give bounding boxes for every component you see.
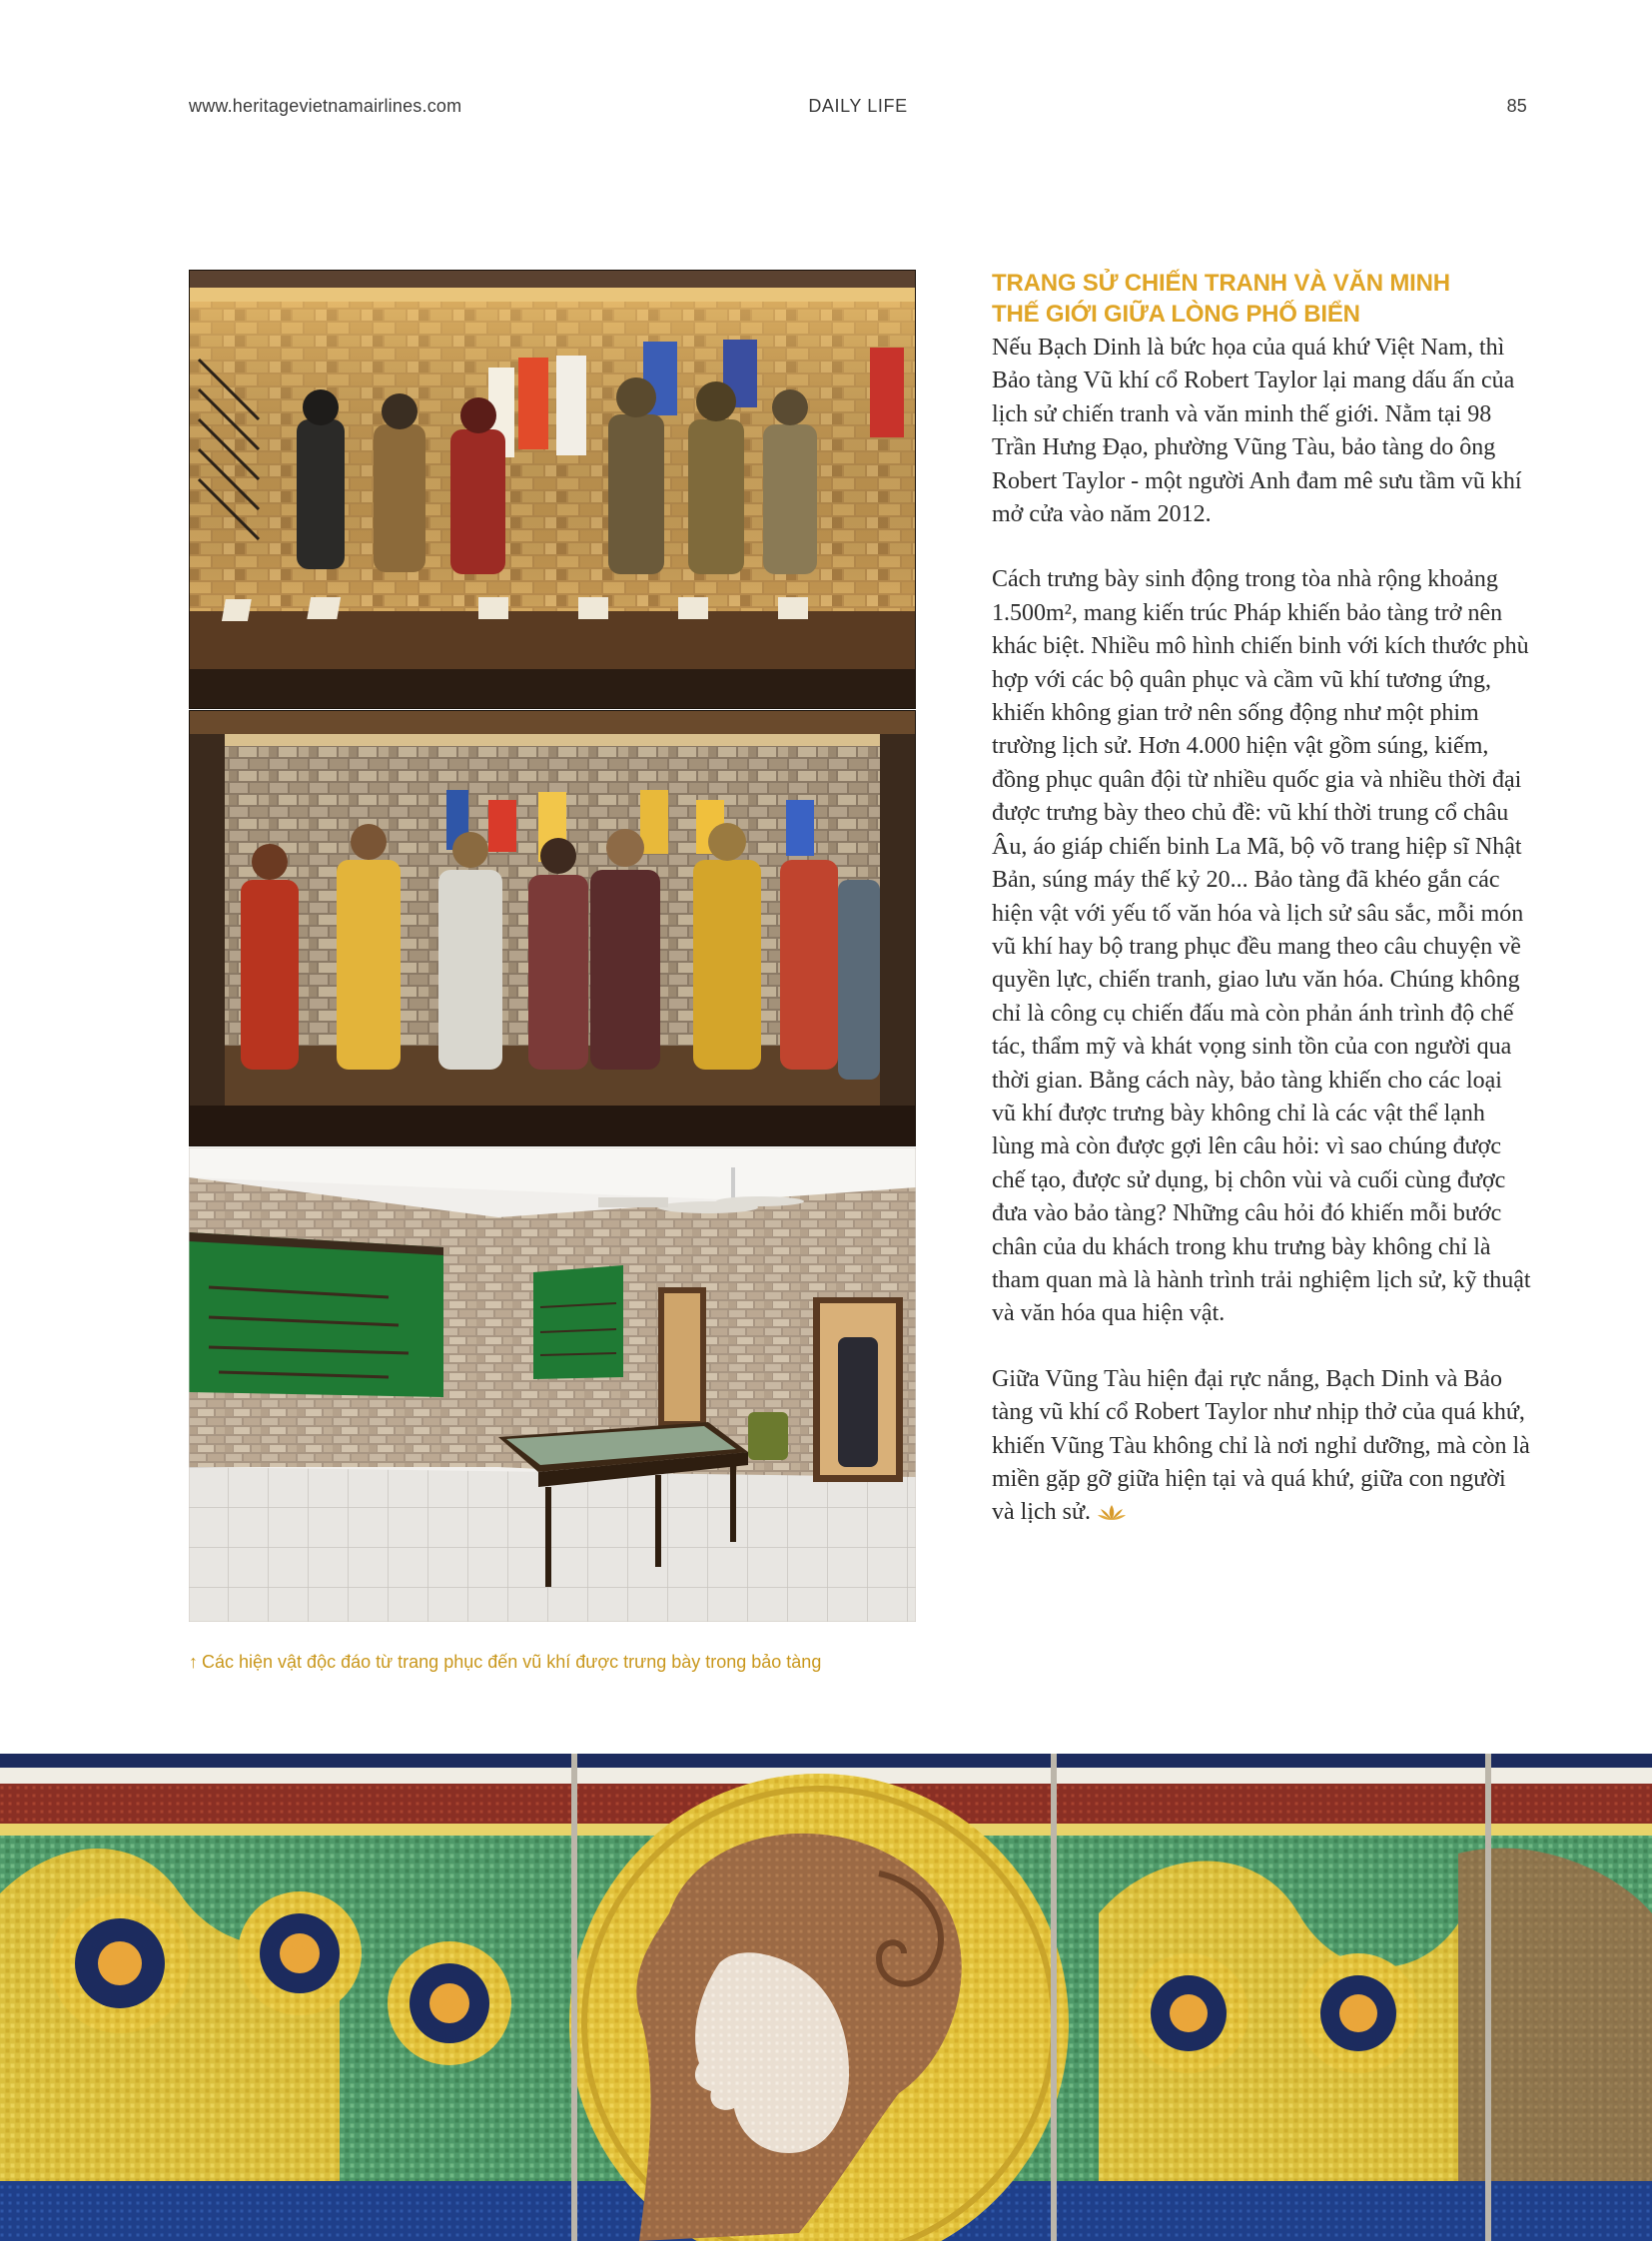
mosaic-frieze-photo — [0, 1714, 1652, 2241]
paragraph-1: Nếu Bạch Dinh là bức họa của quá khứ Việt Nam, thì Bảo tàng Vũ khí cổ Robert Taylor lại mang dấu ấn của lịch sử chiến tranh và văn minh thế giới. Nằm tại 98 Trần Hưng Đạo, phường Vũng Tàu, bảo tàng do ông Robert Taylor - một người Anh đam mê sưu tầm vũ khí mở cửa vào năm 2012. — [992, 335, 1522, 528]
paragraph-3-wrapper — [992, 1363, 1531, 1534]
paragraph-2: Cách trưng bày sinh động trong tòa nhà rộng khoảng 1.500m², mang kiến trúc Pháp khiến bảo tàng trở nên khác biệt. Nhiều mô hình chiến binh với kích thước phù hợp với các bộ quân phục và cầm vũ khí tương ứng, khiến không gian trở nên sống động như một phim trường lịch sử. Hơn 4.000 hiện vật gồm súng, kiếm, đồng phục quân đội từ nhiều quốc gia và nhiều thời đại được trưng bày theo chủ đề: vũ khí thời trung cổ châu Âu, áo giáp chiến binh La Mã, bộ võ trang hiệp sĩ Nhật Bản, súng máy thế kỷ 20... Bảo tàng đã khéo gắn các hiện vật với yếu tố văn hóa và lịch sử sâu sắc, mỗi món vũ khí hay bộ trang phục đều mang theo câu chuyện về quyền lực, chiến tranh, giao lưu văn hóa. Chúng không chỉ là công cụ chiến đấu mà còn phản ánh trình độ chế tác, thẩm mỹ và khát vọng sinh tồn của con người qua thời gian. Bằng cách này, bảo tàng khiến cho các loại vũ khí được trưng bày không chỉ là các vật thể lạnh lùng mà còn được gợi lên câu hỏi: vì sao chúng được chế tạo, được sử dụng, bị chôn vùi và cuối cùng được đưa vào bảo tàng? Những câu hỏi đó khiến mỗi bước chân của du khách trong khu trưng bày không chỉ là tham quan mà là hành trình trải nghiệm lịch sử, kỹ thuật và văn hóa qua hiện vật. — [992, 566, 1531, 1327]
heading-line-2: THẾ GIỚI GIỮA LÒNG PHỐ BIỂN — [992, 301, 1360, 328]
article-heading — [992, 268, 1531, 330]
running-header — [189, 96, 1527, 120]
lotus-icon — [1097, 1500, 1127, 1533]
site-url[interactable]: www.heritagevietnamairlines.com — [189, 96, 462, 116]
page-number: 85 — [1506, 96, 1527, 116]
costume-display-photo — [189, 710, 916, 1146]
gallery-room-photo — [189, 1147, 916, 1622]
paragraph-3: Giữa Vũng Tàu hiện đại rực nắng, Bạch Dinh và Bảo tàng vũ khí cổ Robert Taylor như nhịp thở của quá khứ, khiến Vũng Tàu không chỉ là nơi nghỉ dưỡng, mà còn là miền gặp gỡ giữa hiện tại và quá khứ, giữa con người và lịch sử. — [992, 1365, 1530, 1526]
section-label: DAILY LIFE — [808, 96, 908, 116]
arrow-up-icon: ↑ — [189, 1652, 198, 1672]
armor-display-photo — [189, 270, 916, 709]
article-column — [992, 268, 1531, 1566]
caption-text: Các hiện vật độc đáo từ trang phục đến vũ khí được trưng bày trong bảo tàng — [202, 1652, 822, 1672]
photo-caption — [189, 1652, 948, 1673]
heading-line-1: TRANG SỬ CHIẾN TRANH VÀ VĂN MINH — [992, 270, 1450, 297]
photo-column — [189, 270, 916, 1622]
